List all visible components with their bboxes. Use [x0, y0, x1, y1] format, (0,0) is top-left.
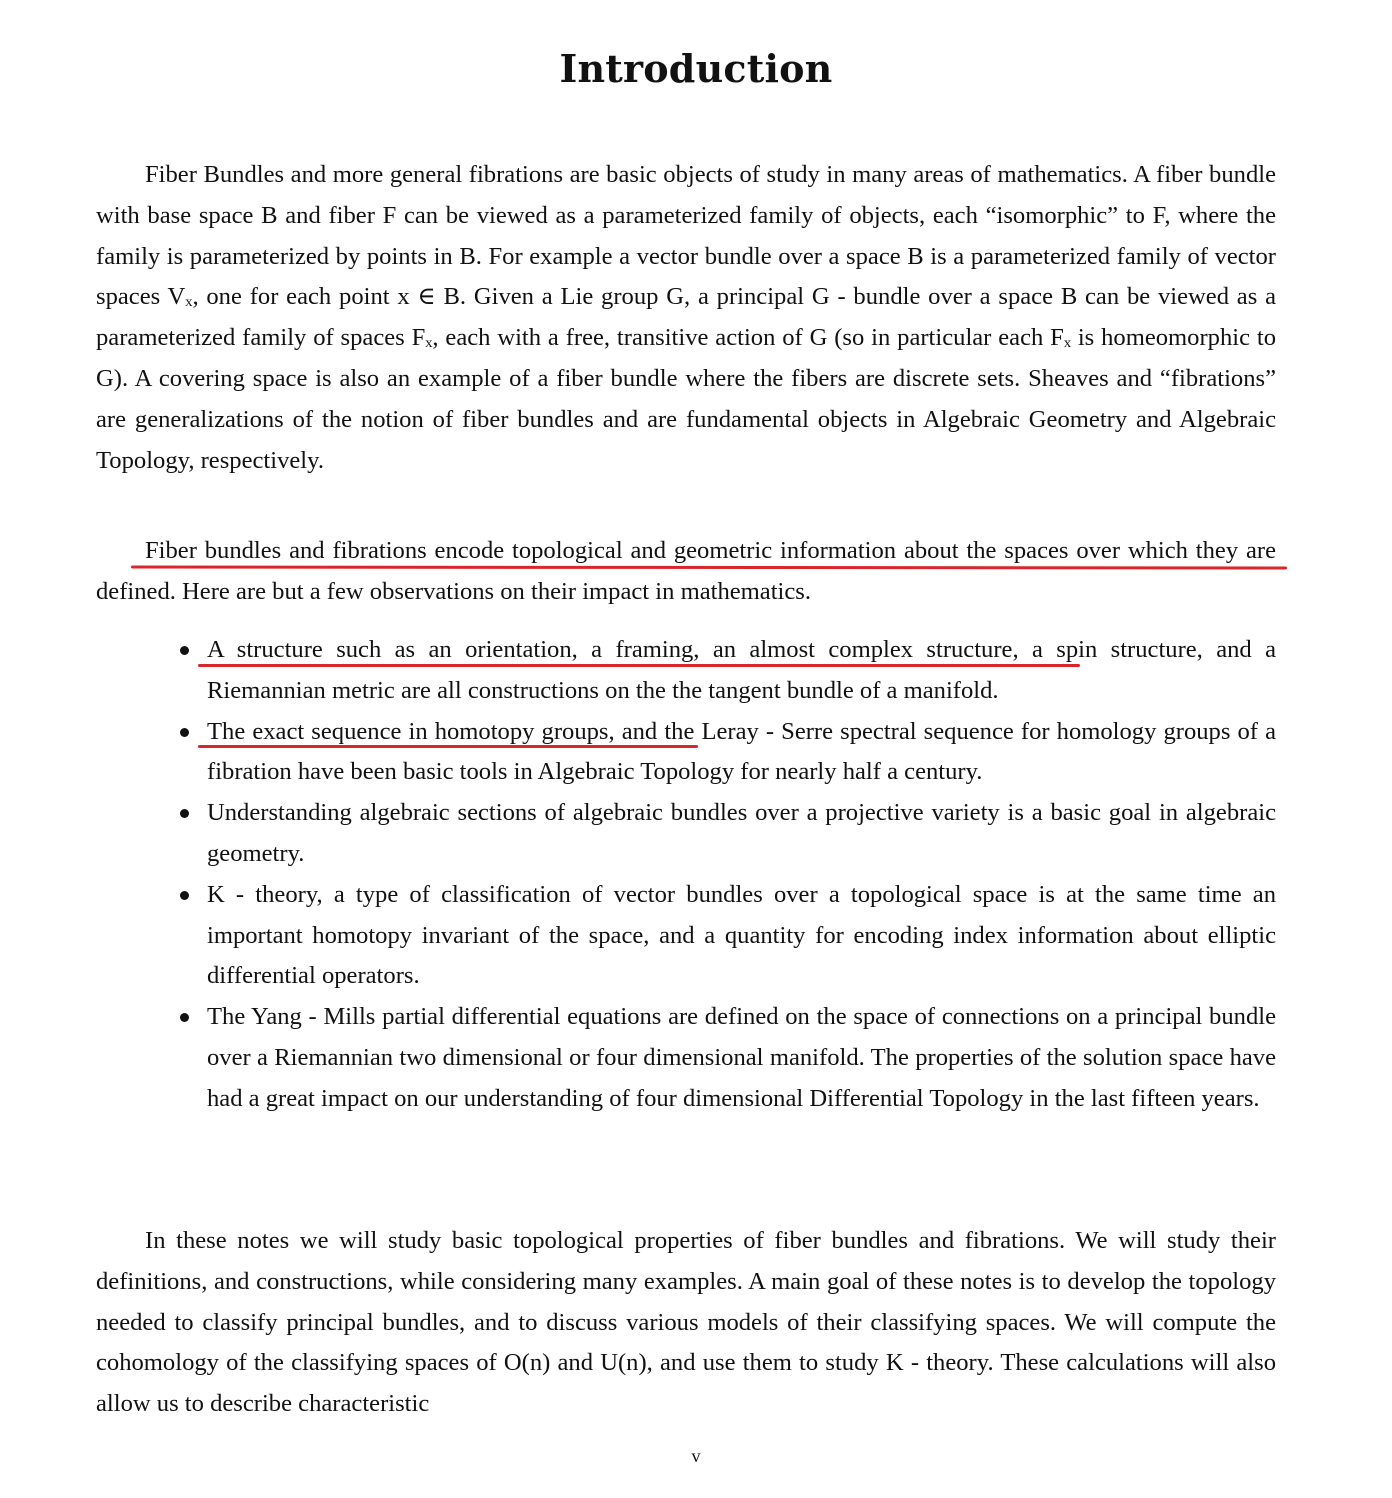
list-item-text: K - theory, a type of classification of vector bundles over a topological space is at the same time an important homotopy invariant of the space, and a quantity for encoding index information about elliptic differential operators. [207, 880, 1276, 990]
page-number: v [691, 1446, 701, 1466]
page-title: Introduction [559, 46, 833, 91]
list-item-text: The Yang - Mills partial differential equations are defined on the space of connections on a principal bundle over a Riemannian two dimensional or four dimensional manifold. The properties of the solution space have had a great impact on our understanding of four dimensional Differential Topology in the last fifteen years. [207, 1003, 1276, 1112]
impact-bullet-list [96, 630, 1276, 1120]
bullet-icon [180, 728, 189, 737]
paragraph-text: Fiber Bundles and more general fibrations are basic objects of study in many areas of mathematics. A fiber bundle with base space B and fiber F can be viewed as a parameterized family of objects, each “isomorphic” to F, where the family is parameterized by points in B. For example a vector bundle over a space B is a parameterized family of vector spaces Vₓ, one for each point x ∈ B. Given a Lie group G, a principal G - bundle over a space B can be viewed as a parameterized family of spaces Fₓ, each with a free, transitive action of G (so in particular each Fₓ is homeomorphic to G). A covering space is also an example of a fiber bundle where the fibers are discrete sets. Sheaves and “fibrations” are generalizations of the notion of fiber bundles and are fundamental objects in Algebraic Geometry and Algebraic Topology, respectively. [96, 161, 1276, 474]
list-item [96, 712, 1276, 794]
red-underline-annotation [198, 745, 698, 748]
bullet-icon [180, 809, 189, 818]
paragraph-text: Fiber bundles and fibrations encode topological and geometric information about the spaces over which they are defined. Here are but a few observations on their impact in mathematics. [96, 537, 1276, 605]
list-item [96, 875, 1276, 997]
list-item [96, 793, 1276, 875]
bullet-icon [180, 646, 189, 655]
list-item-text: The exact sequence in homotopy groups, and the Leray - Serre spectral sequence for homology groups of a fibration have been basic tools in Algebraic Topology for nearly half a century. [207, 717, 1276, 786]
bullet-icon [180, 891, 189, 900]
list-item [96, 997, 1276, 1119]
list-item-text: A structure such as an orientation, a framing, an almost complex structure, a spin structure, and a Riemannian metric are all constructions on the the tangent bundle of a manifold. [207, 636, 1276, 704]
bullet-icon [180, 1013, 189, 1022]
paragraph-text: In these notes we will study basic topological properties of fiber bundles and fibrations. We will study their definitions, and constructions, while considering many examples. A main goal of these notes is to develop the topology needed to classify principal bundles, and to discuss various models of their classifying spaces. We will compute the cohomology of the classifying spaces of O(n) and U(n), and use them to study K - theory. These calculations will also allow us to describe characteristic [96, 1227, 1276, 1418]
intro-paragraph-1 [96, 155, 1276, 481]
list-item [96, 630, 1276, 712]
red-underline-annotation [198, 664, 1080, 667]
list-item-text: Understanding algebraic sections of algebraic bundles over a projective variety is a basic goal in algebraic geometry. [207, 799, 1276, 867]
intro-paragraph-2 [96, 531, 1276, 613]
intro-paragraph-3 [96, 1221, 1276, 1425]
